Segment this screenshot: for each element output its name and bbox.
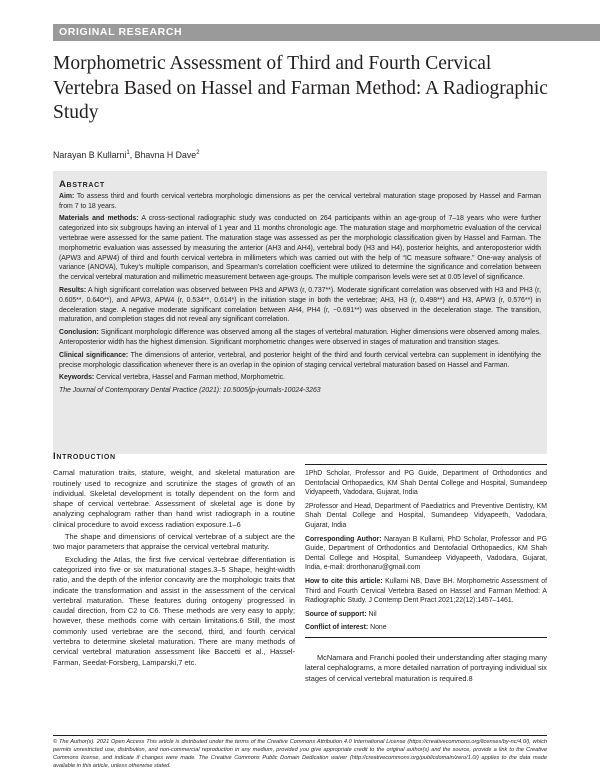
methods-label: Materials and methods: xyxy=(59,215,139,223)
source-of-support xyxy=(305,610,547,620)
corresponding-author xyxy=(305,535,547,573)
article-title: Morphometric Assessment of Third and Fourth Cervical Vertebra Based on Hassel and Farman Method: A Radiographic Study xyxy=(53,53,548,123)
results-text: A high significant correlation was observed between PH3 and APW3 (r, 0.737**). Moderate significant correlation was observed with H3 and PH3 (r, 0.605**, 0.640**), and APW3, APW4 (r, 0.534**, 0.614*) in the initiation stage in both the vertebrae; AH3, H3 (r, 0.498**) and H3, APW3 (r, 0.576**) in deceleration stage. A negative moderate significant correlation between AH4, PH4 (r, −0.691**) was observed in the deceleration stage. The transition, maturation, and completion stages did not reveal any significant correlation. xyxy=(59,286,541,324)
affiliations-block xyxy=(305,460,547,642)
divider xyxy=(305,464,547,465)
divider xyxy=(305,637,547,638)
intro-paragraph: Excluding the Atlas, the first five cervical vertebrae differentiation is categorized into five or six maturational stages.3–5 Shape, height-width ratio, and the depth of the inferior concavity are the morphologic traits that indicate the transformation and assist in the assessment of the cervical vertebral maturation. These features during ontogeny progressed in caudal direction, from C2 to C6. These methods are very easy to apply; however, these methods come with certain limitations.6 Still, the most commonly used vertebrae are the second, third, and fourth cervical vertebra to determine skeletal maturation. There are many methods of cervical vertebral maturation assessment like Baccetti et al., Hassel-Farman, Seedat-Forsberg, Lamparski,7 etc. xyxy=(53,554,295,667)
abstract-box xyxy=(53,171,547,454)
conflict-text: None xyxy=(370,624,387,632)
conclusion-text: Significant morphologic difference was observed among all the stages of vertebral maturation. Higher dimensions were observed among males. Anteroposterior width has the highest dimension. Significant morphometric changes were observed in stages of maturation and transition stages. xyxy=(59,329,542,346)
clinical-label: Clinical significance: xyxy=(59,351,129,359)
aim-text: To assess third and fourth cervical vertebra morphologic dimensions as per the cervical vertebral maturation stage proposed by Hassel and Farman from 7 to 18 years. xyxy=(59,192,542,210)
conclusion-label: Conclusion: xyxy=(59,329,99,337)
author-separator: , xyxy=(129,150,135,160)
intro-paragraph: Carnal maturation traits, stature, weight, and skeletal maturation are routinely used to recognize and scrutinize the stages of growth of an individual. Skeletal development is totally dependent on the form and shape of cervical vertebrae. Assessment of skeletal age is done by analyzing cephalogram rather than hand wrist radiograph in a routine clinical procedure to avoid excess radiation exposure.1–6 xyxy=(53,468,295,529)
conflict-label: Conflict of interest: xyxy=(305,624,369,632)
introduction-column xyxy=(53,452,295,668)
support-label: Source of support: xyxy=(305,610,367,618)
license-footer: © The Author(s). 2021 Open Access This article is distributed under the terms of the Creative Commons Attribution 4.0 International License (https://creativecommons.org/licenses/by-nc/4.0/), which permits unrestricted use, distribution, and non-commercial reproduction in any medium, provided you give appropriate credit to the original author(s) and the source, provide a link to the Creative Commons license, and indicate if changes were made. The Creative Commons Public Domain Dedication waiver (http://creativecommons.org/publicdomain/zero/1.0/) applies to the data made available in this article, unless otherwise stated. xyxy=(53,735,547,771)
results-label: Results: xyxy=(59,286,87,294)
right-column-text xyxy=(305,651,547,684)
body-paragraph: McNamara and Franchi pooled their understanding after staging many lateral cephalograms, a more detailed narration of portraying individual six stages of cervical vertebral maturation is required.8 xyxy=(305,653,547,683)
affil-mark: 1 xyxy=(126,150,130,157)
affiliation-1: 1PhD Scholar, Professor and PG Guide, Department of Orthodontics and Dentofacial Orthopaedics, KM Shah Dental College and Hospital, Sumandeep Vidyapeeth, Vadodara, Gujarat, India xyxy=(305,470,547,497)
abstract-aim xyxy=(59,192,541,212)
affil-mark: 2 xyxy=(196,150,200,157)
intro-heading: Introduction xyxy=(53,451,116,462)
abstract-methods xyxy=(59,214,541,283)
clinical-text: The dimensions of anterior, vertebral, and posterior height of the third and fourth cervical vertebra can supplement in identifying the precise morphologic classification whenever there is an overlap in the opinion of staging cervical vertebral maturation based on Hassel and Farman. xyxy=(59,351,541,369)
author-name: Narayan B Kullarni xyxy=(53,150,127,160)
abstract-conclusion xyxy=(59,328,541,348)
cite-article xyxy=(305,577,547,606)
methods-text: A cross-sectional radiographic study was conducted on 264 participants within an age-group of 7–18 years who were further categorized into six subgroups having an interval of 1 year and 11 months chronologic age. The maturation stage and morphometric evaluation of the cervical vertebrae were assessed for the same patient. The maturation stage was assessed as per the morphologic classification given by Hassel and Farman. The morphometric evaluation was assessed by measuring the anterior (AH3 and AH4), vertebral body (H3 and H4), posterior heights, and anteroposterior width (APW3 and APW4) of third and fourth cervical vertebra in millimeters which was carried out with the help of “IC measure software.” One-way analysis of variance (ANOVA), Tukey’s multiple comparison, and Spearman’s correlation coefficient were utilized to determine the significance and correlation between the cervical vertebral maturation and millimetric measurement between age-groups. The multiple comparison levels were set at 0.05 level of significance. xyxy=(59,215,541,282)
affiliation-2: 2Professor and Head, Department of Paediatrics and Preventive Dentistry, KM Shah Dental College and Hospital, Sumandeep Vidyapeeth, Vadodara, Gujarat, India xyxy=(305,502,547,529)
author-line xyxy=(53,150,200,160)
abstract-heading: Abstract xyxy=(59,179,105,190)
author-name: Bhavna H Dave xyxy=(134,150,197,160)
support-text: Nil xyxy=(368,610,377,618)
keywords-text: Cervical vertebra, Hassel and Farman method, Morphometric. xyxy=(96,374,285,382)
corresponding-label: Corresponding Author: xyxy=(305,535,382,543)
cite-label: How to cite this article: xyxy=(305,577,383,585)
intro-paragraph: The shape and dimensions of cervical vertebrae of a subject are the two major parameters that appraise the cervical vertebral maturity. xyxy=(53,532,295,552)
conflict-of-interest xyxy=(305,623,547,633)
abstract-clinical xyxy=(59,351,541,371)
corresponding-text: Narayan B Kullarni, PhD Scholar, Professor and PG Guide, Department of Orthodontics and Dentofacial Orthopaedics, KM Shah Dental College and Hospital, Sumandeep Vidyapeeth, Vadodara, Gujarat, India, e-mail: drorthonaru@gmail.com xyxy=(305,535,547,572)
aim-label: Aim: xyxy=(59,192,75,200)
keywords-label: Keywords: xyxy=(59,374,95,382)
cite-text: Kullarni NB, Dave BH. Morphometric Assessment of Third and Fourth Cervical Vertebra Based on Hassel and Farman Method: A Radiographic Study. J Contemp Dent Pract 2021;22(12):1457–1461. xyxy=(305,577,547,605)
section-banner: ORIGINAL RESEARCH xyxy=(53,24,600,41)
journal-citation: The Journal of Contemporary Dental Practice (2021): 10.5005/jp-journals-10024-3263 xyxy=(59,387,321,395)
abstract-results xyxy=(59,286,541,325)
abstract-keywords xyxy=(59,373,541,383)
